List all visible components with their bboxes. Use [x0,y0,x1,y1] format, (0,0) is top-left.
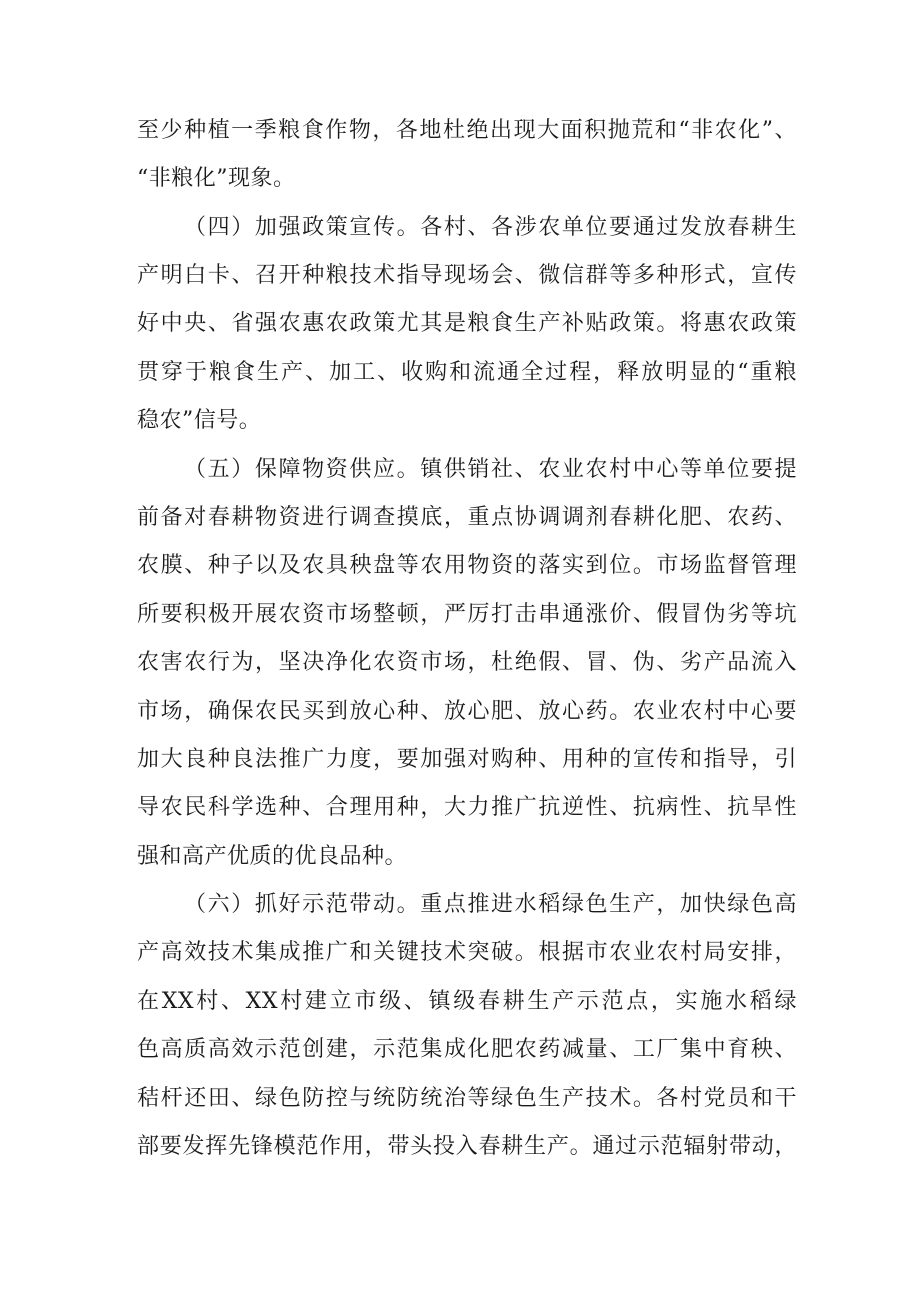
text-line: 强和高产优质的优良品种。 [137,844,408,869]
text-line: 秸杆还田、绿色防控与统防统治等绿色生产技术。各村党员和干 [137,1086,797,1111]
text-line: 好中央、省强农惠农政策尤其是粮食生产补贴政策。将惠农政策 [137,311,797,336]
paragraph-heading-line: （四）加强政策宣传。各村、各涉农单位要通过发放春耕生 [184,215,797,240]
text-line: 色高质高效示范创建，示范集成化肥农药减量、工厂集中育秧、 [137,1037,797,1062]
text-line: 产明白卡、召开种粮技术指导现场会、微信群等多种形式，宣传 [137,263,797,288]
text-line: “非粮化”现象。 [137,166,296,191]
text-line: 贯穿于粮食生产、加工、收购和流通全过程，释放明显的“重粮 [137,360,797,385]
paragraph-heading-line: （五）保障物资供应。镇供销社、农业农村中心等单位要提 [184,457,797,482]
text-line: 稳农”信号。 [137,408,262,433]
text-line: 导农民科学选种、合理用种，大力推广抗逆性、抗病性、抗旱性 [137,795,797,820]
text-line: 至少种植一季粮食作物，各地杜绝出现大面积抛荒和“非农化”、 [137,118,797,143]
text-line: 农害农行为，坚决净化农资市场，杜绝假、冒、伪、劣产品流入 [137,650,797,675]
text-line: 市场，确保农民买到放心种、放心肥、放心药。农业农村中心要 [137,699,797,724]
text-line: 在XX村、XX村建立市级、镇级春耕生产示范点，实施水稻绿 [137,989,797,1014]
text-line: 产高效技术集成推广和关键技术突破。根据市农业农村局安排， [137,940,797,965]
paragraph-heading-line: （六）抓好示范带动。重点推进水稻绿色生产，加快绿色高 [184,892,797,917]
text-line: 农膜、种子以及农具秧盘等农用物资的落实到位。市场监督管理 [137,553,797,578]
text-line: 加大良种良法推广力度，要加强对购种、用种的宣传和指导，引 [137,747,797,772]
text-line: 前备对春耕物资进行调查摸底，重点协调调剂春耕化肥、农药、 [137,505,797,530]
text-line: 部要发挥先锋模范作用，带头投入春耕生产。通过示范辐射带动， [137,1134,797,1159]
text-line: 所要积极开展农资市场整顿，严厉打击串通涨价、假冒伪劣等坑 [137,602,797,627]
